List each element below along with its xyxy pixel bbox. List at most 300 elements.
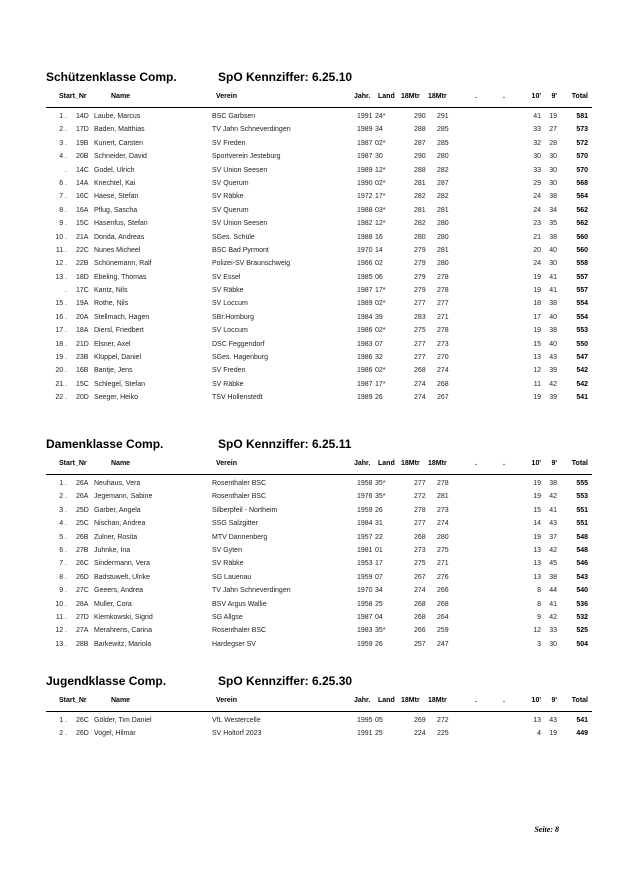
cell-total: 551 xyxy=(576,506,588,514)
cell-total: 572 xyxy=(576,139,588,147)
cell-verein: BSC Garbsen xyxy=(212,113,256,120)
cell-b: 278 xyxy=(437,287,449,295)
cell-land: 31 xyxy=(375,520,383,528)
table-row xyxy=(0,614,620,627)
table-row xyxy=(0,167,620,180)
cell-jahr: 1987 xyxy=(357,380,373,388)
column-header-jahr: Jahr. xyxy=(354,460,371,467)
cell-name: Nunes Micheel xyxy=(94,246,141,254)
cell-start: 27A xyxy=(76,627,89,635)
cell-c10: 15 xyxy=(533,506,541,514)
table-row xyxy=(0,180,620,193)
cell-c10: 19 xyxy=(533,533,541,541)
table-row xyxy=(0,113,620,126)
cell-total: 548 xyxy=(576,546,588,554)
cell-c9: 41 xyxy=(549,273,557,281)
cell-name: Klüppel, Daniel xyxy=(94,354,142,362)
cell-verein: TV Jahn Schneverdingen xyxy=(212,126,291,134)
cell-land: 35* xyxy=(375,493,386,501)
table-row xyxy=(0,480,620,493)
cell-jahr: 1987 xyxy=(357,153,373,161)
cell-b: 285 xyxy=(437,126,449,134)
cell-rank: 22 . xyxy=(55,394,67,402)
cell-b: 280 xyxy=(437,260,449,268)
cell-jahr: 1983 xyxy=(357,340,373,348)
cell-total: 542 xyxy=(576,380,588,388)
cell-jahr: 1990 xyxy=(357,179,373,187)
cell-land: 26 xyxy=(375,394,383,402)
cell-jahr: 1989 xyxy=(357,126,373,134)
cell-c10: 24 xyxy=(533,260,541,268)
cell-verein: SV Räbke xyxy=(212,287,244,295)
cell-verein: SV Loccum xyxy=(212,300,248,308)
cell-c10: 41 xyxy=(533,113,541,120)
cell-name: Schneider, David xyxy=(94,153,147,161)
cell-c10: 18 xyxy=(533,300,541,308)
table-row xyxy=(0,381,620,394)
cell-c9: 27 xyxy=(549,126,557,134)
cell-verein: BSC Bad Pyrmont xyxy=(212,246,269,254)
cell-name: Haese, Stefan xyxy=(94,193,139,201)
cell-jahr: 1988 xyxy=(357,233,373,241)
cell-a: 282 xyxy=(414,220,426,228)
cell-rank: 12 . xyxy=(55,627,67,635)
cell-a: 268 xyxy=(414,367,426,375)
cell-a: 278 xyxy=(414,506,426,514)
cell-b: 280 xyxy=(437,220,449,228)
table-row xyxy=(0,394,620,407)
cell-rank: 3 . xyxy=(59,506,67,514)
cell-c9: 39 xyxy=(549,394,557,402)
table-row xyxy=(0,234,620,247)
cell-start: 25D xyxy=(76,506,89,514)
cell-rank: 20 . xyxy=(55,367,67,375)
spo-kennziffer: SpO Kennziffer: 6.25.10 xyxy=(218,70,353,84)
cell-c10: 24 xyxy=(533,206,541,214)
cell-name: Merahrens, Carina xyxy=(94,627,152,635)
cell-c10: 19 xyxy=(533,273,541,281)
cell-b: 278 xyxy=(437,273,449,281)
section-header xyxy=(0,70,620,88)
cell-c10: 13 xyxy=(533,354,541,362)
column-header-row xyxy=(0,697,620,709)
table-row xyxy=(0,287,620,300)
cell-land: 05 xyxy=(375,717,383,724)
column-header-dot1: . xyxy=(475,697,477,704)
cell-start: 26C xyxy=(76,560,89,568)
results-table xyxy=(0,717,620,744)
cell-verein: Rosenthaler BSC xyxy=(212,493,267,501)
column-header-m18b: 18Mtr xyxy=(428,460,447,467)
cell-rank: 16 . xyxy=(55,313,67,321)
cell-a: 273 xyxy=(414,546,426,554)
table-row xyxy=(0,547,620,560)
cell-name: Geeers, Andrea xyxy=(94,587,144,595)
cell-rank: 12 . xyxy=(55,260,67,268)
cell-name: Garber, Angela xyxy=(94,506,141,514)
cell-name: Zulner, Rosita xyxy=(94,533,138,541)
cell-name: Sindermann, Vera xyxy=(94,560,151,568)
column-header-land: Land xyxy=(378,460,395,467)
cell-start: 16C xyxy=(76,193,89,201)
cell-jahr: 1991 xyxy=(357,113,373,120)
table-row xyxy=(0,260,620,273)
cell-rank: 4 . xyxy=(59,153,67,161)
cell-start: 17D xyxy=(76,126,89,134)
cell-jahr: 1958 xyxy=(357,600,373,608)
cell-start: 21A xyxy=(76,233,89,241)
cell-a: 280 xyxy=(414,233,426,241)
cell-start: 22C xyxy=(76,246,89,254)
cell-jahr: 1989 xyxy=(357,166,373,174)
header-divider xyxy=(46,711,592,712)
cell-total: 550 xyxy=(576,340,588,348)
cell-name: Nischan, Andrea xyxy=(94,520,146,528)
cell-start: 27B xyxy=(76,546,89,554)
cell-land: 26 xyxy=(375,640,383,648)
table-row xyxy=(0,627,620,640)
cell-start: 22B xyxy=(76,260,89,268)
cell-c10: 9 xyxy=(537,613,541,621)
cell-jahr: 1984 xyxy=(357,520,373,528)
header-divider xyxy=(46,474,592,475)
cell-name: Badstuwelt, Ulrike xyxy=(94,573,151,581)
section-title: Schützenklasse Comp. xyxy=(46,70,177,84)
cell-jahr: 1991 xyxy=(357,730,373,738)
cell-rank: 6 . xyxy=(59,546,67,554)
cell-land: 12* xyxy=(375,220,386,228)
cell-b: 277 xyxy=(437,300,449,308)
column-header-total: Total xyxy=(571,460,588,467)
cell-land: 25 xyxy=(375,730,383,738)
cell-land: 04 xyxy=(375,613,383,621)
results-table xyxy=(0,113,620,408)
cell-start: 18A xyxy=(76,327,89,335)
cell-b: 268 xyxy=(437,600,449,608)
cell-c9: 42 xyxy=(549,613,557,621)
cell-land: 02 xyxy=(375,260,383,268)
cell-start: 25C xyxy=(76,520,89,528)
cell-name: Vogel, Hilmar xyxy=(94,730,136,738)
cell-land: 02* xyxy=(375,300,386,308)
table-row xyxy=(0,341,620,354)
cell-total: 573 xyxy=(576,126,588,134)
section-header xyxy=(0,674,620,692)
table-row xyxy=(0,520,620,533)
table-row xyxy=(0,153,620,166)
table-row xyxy=(0,314,620,327)
cell-jahr: 1953 xyxy=(357,560,373,568)
cell-total: 547 xyxy=(576,354,588,362)
cell-name: Ebeling, Thomas xyxy=(94,273,147,281)
cell-rank: . xyxy=(65,287,67,295)
column-header-start_nr: Start_Nr xyxy=(59,93,87,100)
cell-c10: 8 xyxy=(537,587,541,595)
cell-name: Stellmach, Hagen xyxy=(94,313,150,321)
cell-jahr: 1986 xyxy=(357,327,373,335)
cell-name: Baden, Matthias xyxy=(94,126,145,134)
cell-start: 20D xyxy=(76,394,89,402)
cell-a: 274 xyxy=(414,394,426,402)
column-header-verein: Verein xyxy=(216,93,238,100)
cell-total: 540 xyxy=(576,587,588,595)
cell-c10: 3 xyxy=(537,640,541,648)
column-header-c9: 9' xyxy=(551,93,557,100)
cell-start: 16B xyxy=(76,367,89,375)
cell-total: 554 xyxy=(576,300,588,308)
cell-start: 20B xyxy=(76,153,89,161)
cell-b: 268 xyxy=(437,380,449,388)
cell-start: 26A xyxy=(76,493,89,501)
cell-rank: 13 . xyxy=(55,273,67,281)
cell-name: Laube, Marcus xyxy=(94,113,141,120)
cell-b: 271 xyxy=(437,313,449,321)
cell-a: 277 xyxy=(414,520,426,528)
table-row xyxy=(0,730,620,743)
cell-rank: 2 . xyxy=(59,493,67,501)
table-row xyxy=(0,574,620,587)
cell-verein: Sportverein Jesteburg xyxy=(212,153,281,161)
cell-name: Kunert, Carsten xyxy=(94,139,144,147)
cell-verein: MTV Dannenberg xyxy=(212,533,268,541)
cell-rank: 17 . xyxy=(55,327,67,335)
cell-rank: 6 . xyxy=(59,179,67,187)
cell-c10: 4 xyxy=(537,730,541,738)
cell-c10: 13 xyxy=(533,560,541,568)
column-header-name: Name xyxy=(111,460,131,467)
cell-total: 553 xyxy=(576,327,588,335)
cell-verein: SV Räbke xyxy=(212,560,244,568)
table-row xyxy=(0,587,620,600)
cell-a: 277 xyxy=(414,340,426,348)
cell-c9: 43 xyxy=(549,354,557,362)
cell-total: 532 xyxy=(576,613,588,621)
table-row xyxy=(0,493,620,506)
cell-land: 07 xyxy=(375,573,383,581)
page-number: Seite: 8 xyxy=(534,825,559,834)
cell-total: 543 xyxy=(576,573,588,581)
cell-c9: 44 xyxy=(549,587,557,595)
column-header-m18a: 18Mtr xyxy=(401,93,420,100)
cell-verein: TSV Hollenstedt xyxy=(212,394,263,402)
table-row xyxy=(0,367,620,380)
cell-jahr: 1985 xyxy=(357,273,373,281)
cell-total: 560 xyxy=(576,233,588,241)
cell-total: 560 xyxy=(576,246,588,254)
cell-a: 266 xyxy=(414,627,426,635)
cell-rank: 18 . xyxy=(55,340,67,348)
cell-verein: SG Lauenau xyxy=(212,573,252,581)
cell-land: 14 xyxy=(375,246,383,254)
cell-verein: Polizei-SV Braunschweig xyxy=(212,260,291,268)
cell-jahr: 1959 xyxy=(357,640,373,648)
cell-c9: 19 xyxy=(549,113,557,120)
cell-c10: 12 xyxy=(533,367,541,375)
cell-land: 03* xyxy=(375,206,386,214)
cell-land: 16 xyxy=(375,233,383,241)
cell-start: 23B xyxy=(76,354,89,362)
cell-c9: 30 xyxy=(549,179,557,187)
cell-total: 570 xyxy=(576,153,588,161)
cell-c9: 38 xyxy=(549,233,557,241)
cell-name: Muller, Cora xyxy=(94,600,132,608)
cell-jahr: 1986 xyxy=(357,354,373,362)
column-header-name: Name xyxy=(111,697,131,704)
cell-start: 26B xyxy=(76,533,89,541)
cell-a: 277 xyxy=(414,354,426,362)
cell-c9: 42 xyxy=(549,493,557,501)
cell-name: Knechtel, Kai xyxy=(94,179,136,187)
cell-land: 02* xyxy=(375,179,386,187)
cell-a: 224 xyxy=(414,730,426,738)
column-header-name: Name xyxy=(111,93,131,100)
cell-b: 273 xyxy=(437,506,449,514)
cell-a: 267 xyxy=(414,573,426,581)
cell-name: Barkewitz, Mariola xyxy=(94,640,152,648)
cell-land: 01 xyxy=(375,546,383,554)
cell-start: 28B xyxy=(76,640,89,648)
cell-name: Hasenfus, Stefan xyxy=(94,220,148,228)
cell-b: 259 xyxy=(437,627,449,635)
cell-b: 287 xyxy=(437,179,449,187)
cell-c10: 13 xyxy=(533,573,541,581)
column-header-c10: 10' xyxy=(531,93,541,100)
cell-a: 268 xyxy=(414,600,426,608)
cell-rank: 1 . xyxy=(59,717,67,724)
cell-b: 280 xyxy=(437,233,449,241)
cell-total: 525 xyxy=(576,627,588,635)
column-header-row xyxy=(0,460,620,472)
cell-jahr: 1987 xyxy=(357,139,373,147)
cell-c10: 13 xyxy=(533,717,541,724)
cell-b: 271 xyxy=(437,560,449,568)
cell-land: 34 xyxy=(375,126,383,134)
cell-total: 546 xyxy=(576,560,588,568)
column-header-jahr: Jahr. xyxy=(354,93,371,100)
cell-verein: SV Union Seesen xyxy=(212,220,268,228)
cell-land: 34 xyxy=(375,587,383,595)
cell-c9: 38 xyxy=(549,193,557,201)
cell-verein: SGes. Hagenburg xyxy=(212,354,269,362)
column-header-dot1: . xyxy=(475,460,477,467)
cell-rank: 9 . xyxy=(59,220,67,228)
table-row xyxy=(0,247,620,260)
cell-b: 267 xyxy=(437,394,449,402)
cell-start: 21D xyxy=(76,340,89,348)
cell-land: 02* xyxy=(375,367,386,375)
cell-a: 283 xyxy=(414,313,426,321)
cell-verein: VfL Westercelle xyxy=(212,717,261,724)
cell-jahr: 1984 xyxy=(357,313,373,321)
cell-c9: 34 xyxy=(549,206,557,214)
cell-verein: SV Freden xyxy=(212,139,246,147)
cell-start: 26D xyxy=(76,573,89,581)
cell-name: Pflug, Sascha xyxy=(94,206,138,214)
cell-land: 22 xyxy=(375,533,383,541)
cell-a: 281 xyxy=(414,179,426,187)
table-row xyxy=(0,601,620,614)
cell-start: 19A xyxy=(76,300,89,308)
cell-c9: 42 xyxy=(549,380,557,388)
cell-c10: 24 xyxy=(533,193,541,201)
table-row xyxy=(0,560,620,573)
cell-total: 570 xyxy=(576,166,588,174)
cell-a: 281 xyxy=(414,206,426,214)
cell-land: 17* xyxy=(375,193,386,201)
cell-a: 279 xyxy=(414,287,426,295)
cell-start: 27C xyxy=(76,587,89,595)
cell-rank: 8 . xyxy=(59,573,67,581)
cell-rank: . xyxy=(65,166,67,174)
cell-rank: 2 . xyxy=(59,730,67,738)
column-header-jahr: Jahr. xyxy=(354,697,371,704)
column-header-dot2: . xyxy=(503,460,505,467)
cell-jahr: 1976 xyxy=(357,493,373,501)
cell-c9: 33 xyxy=(549,627,557,635)
column-header-dot2: . xyxy=(503,697,505,704)
cell-verein: Hardegser SV xyxy=(212,640,256,648)
cell-b: 274 xyxy=(437,520,449,528)
cell-a: 272 xyxy=(414,493,426,501)
cell-rank: 11 . xyxy=(55,246,67,254)
section-title: Jugendklasse Comp. xyxy=(46,674,167,688)
cell-jahr: 1970 xyxy=(357,587,373,595)
cell-start: 27D xyxy=(76,613,89,621)
cell-land: 02* xyxy=(375,327,386,335)
cell-rank: 3 . xyxy=(59,139,67,147)
cell-name: Bantje, Jens xyxy=(94,367,133,375)
cell-rank: 21 . xyxy=(55,380,67,388)
cell-jahr: 1988 xyxy=(357,206,373,214)
cell-a: 274 xyxy=(414,380,426,388)
cell-total: 548 xyxy=(576,533,588,541)
cell-c9: 28 xyxy=(549,139,557,147)
column-header-c10: 10' xyxy=(531,697,541,704)
cell-c10: 30 xyxy=(533,153,541,161)
cell-total: 564 xyxy=(576,193,588,201)
cell-jahr: 1959 xyxy=(357,573,373,581)
cell-verein: SV Querum xyxy=(212,179,249,187)
cell-a: 290 xyxy=(414,153,426,161)
column-header-m18b: 18Mtr xyxy=(428,697,447,704)
cell-start: 17C xyxy=(76,287,89,295)
cell-name: Neuhaus, Vera xyxy=(94,480,141,487)
cell-verein: SV Loccum xyxy=(212,327,248,335)
column-header-total: Total xyxy=(571,697,588,704)
table-row xyxy=(0,274,620,287)
column-header-c9: 9' xyxy=(551,460,557,467)
cell-jahr: 1970 xyxy=(357,246,373,254)
cell-total: 541 xyxy=(576,394,588,402)
cell-a: 279 xyxy=(414,273,426,281)
cell-total: 551 xyxy=(576,520,588,528)
cell-c9: 30 xyxy=(549,166,557,174)
table-row xyxy=(0,534,620,547)
cell-c10: 21 xyxy=(533,233,541,241)
cell-total: 504 xyxy=(576,640,588,648)
cell-total: 581 xyxy=(576,113,588,120)
table-row xyxy=(0,641,620,654)
cell-verein: SV Essel xyxy=(212,273,241,281)
table-row xyxy=(0,126,620,139)
cell-jahr: 1957 xyxy=(357,533,373,541)
cell-rank: 8 . xyxy=(59,206,67,214)
cell-jahr: 1989 xyxy=(357,300,373,308)
cell-jahr: 1958 xyxy=(357,480,373,487)
cell-c9: 40 xyxy=(549,313,557,321)
column-header-verein: Verein xyxy=(216,460,238,467)
cell-c10: 17 xyxy=(533,313,541,321)
